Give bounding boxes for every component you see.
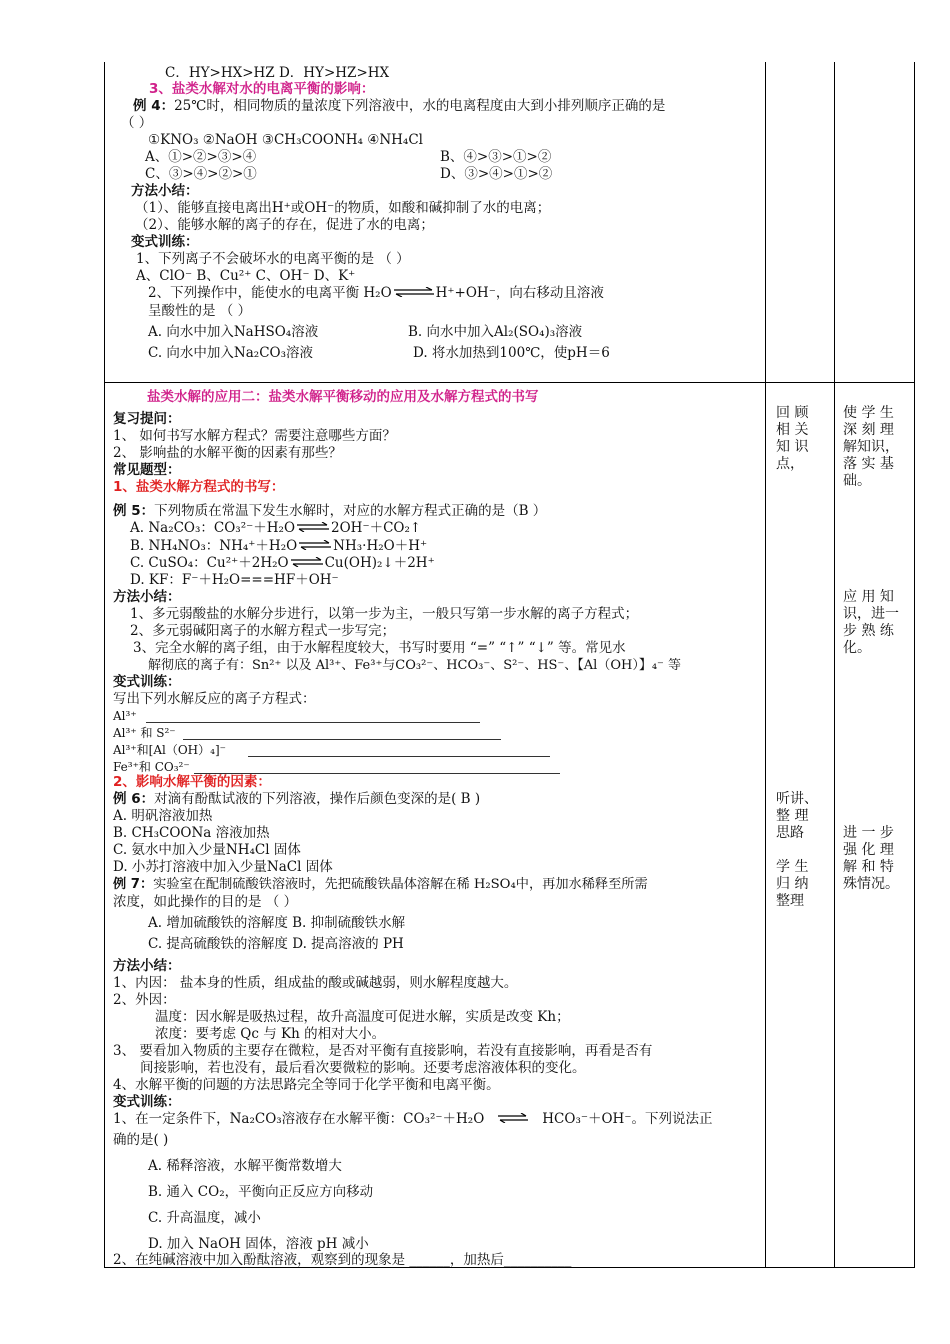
question-1 <box>113 1111 712 1128</box>
col4-line: 进 一 步 <box>843 825 894 841</box>
example-7-cont: 浓度，如此操作的目的是 （ ） <box>113 894 298 910</box>
question-1-text-b: HCO₃⁻＋OH⁻。下列说法正 <box>542 1111 713 1127</box>
col4-line: 化。 <box>843 640 871 656</box>
col3-line: 整理 <box>776 893 804 909</box>
table-border-col3 <box>834 62 835 1268</box>
col4-line: 础。 <box>843 473 871 489</box>
method-summary-1: （1）、能够直接电离出H⁺或OH⁻的物质，如酸和碱抑制了水的电离； <box>135 200 551 216</box>
section-heading-3: 3、盐类水解对水的电离平衡的影响： <box>149 81 375 97</box>
example-5-option-d: D. KF：F⁻＋H₂O===HF＋OH⁻ <box>130 572 339 588</box>
col3-line: 学 生 <box>776 859 809 875</box>
practice-2-cont: 呈酸性的是 （ ） <box>148 303 252 319</box>
factor-2-temp: 温度：因水解是吸热过程，故升高温度可促进水解，实质是改变 Kh； <box>155 1009 570 1025</box>
heading-2: 2、影响水解平衡的因素： <box>113 774 271 790</box>
method-summary-title-3: 方法小结： <box>113 958 181 974</box>
example-4-text: 25℃时，相同物质的量浓度下列溶液中，水的电离程度由大到小排列顺序正确的是 <box>174 98 666 114</box>
heading-1: 1、盐类水解方程式的书写： <box>113 479 285 495</box>
example-5-a-left: A. Na₂CO₃：CO₃²⁻＋H₂O <box>130 520 296 536</box>
method-summary-2: （2）、能够水解的离子的存在，促进了水的电离； <box>135 217 434 233</box>
write-item-3: Al³⁺和[Al（OH）₄]⁻ <box>113 743 226 757</box>
col4-line: 落 实 基 <box>843 456 894 472</box>
option-a: A、①>②>③>④ <box>145 149 257 165</box>
practice-2-text-a: 2、下列操作中，能使水的电离平衡 H₂O <box>148 285 392 301</box>
example-5-b-right: NH₃·H₂O＋H⁺ <box>333 538 428 554</box>
common-types-title: 常见题型： <box>113 462 181 478</box>
answer-line <box>248 756 550 757</box>
option-c: C、③>④>②>① <box>145 166 257 182</box>
answer-line <box>146 722 480 723</box>
equilibrium-arrow-icon <box>297 538 333 555</box>
rule-3-cont: 解彻底的离子有：Sn²⁺ 以及 Al³⁺、Fe³⁺与CO₃²⁻、HCO₃⁻、S²⁻、HS⁻、【Al（OH）】₄⁻ 等 <box>148 658 682 673</box>
practice-2 <box>148 285 604 302</box>
col4-line: 解知识， <box>843 439 899 455</box>
table-border-col2 <box>765 62 766 1268</box>
example-5-c-right: Cu(OH)₂↓＋2H⁺ <box>324 555 435 571</box>
col3-line: 归 纳 <box>776 876 809 892</box>
practice-title: 变式训练： <box>131 234 199 250</box>
table-border-right <box>914 62 915 1268</box>
example-4-label: 例 4： <box>133 98 175 114</box>
col4-line: 步 熟 练 <box>843 623 894 639</box>
example-6-text: 对滴有酚酞试液的下列溶液，操作后颜色变深的是( B ) <box>154 791 481 807</box>
section-title: 盐类水解的应用二：盐类水解平衡移动的应用及水解方程式的书写 <box>147 389 539 405</box>
example-6 <box>113 791 480 808</box>
example-5-option-c <box>130 555 435 572</box>
question-1-option-c: C. 升高温度，减小 <box>148 1210 261 1226</box>
option-d: D、③>④>①>② <box>440 166 553 182</box>
example-5-label: 例 5： <box>113 503 155 519</box>
factor-2: 2、外因： <box>113 992 176 1008</box>
factor-2-conc: 浓度：要考虑 Qc 与 Kh 的相对大小。 <box>155 1026 386 1042</box>
equilibrium-arrow-icon <box>484 1111 542 1128</box>
col3-line: 整 理 <box>776 808 809 824</box>
write-item-2: Al³⁺ 和 S²⁻ <box>113 726 176 740</box>
col3-line: 思路 <box>776 825 804 841</box>
col3-line: 点， <box>776 456 804 472</box>
method-summary-title: 方法小结： <box>131 183 199 199</box>
practice-title-2: 变式训练： <box>113 674 181 690</box>
example-6-option-a: A. 明矾溶液加热 <box>113 808 213 824</box>
practice-2-option-d: D. 将水加热到100℃，使pH＝6 <box>413 345 610 361</box>
col4-line: 殊情况。 <box>843 876 899 892</box>
col4-line: 识，进一 <box>843 606 899 622</box>
question-1-cont: 确的是( ) <box>113 1132 169 1148</box>
table-row-divider <box>104 382 915 383</box>
factor-3: 3、 要看加入物质的主要存在微粒，是否对平衡有直接影响，若没有直接影响，再看是否有 <box>113 1043 653 1059</box>
answer-line <box>183 739 501 740</box>
write-intro: 写出下列水解反应的离子方程式： <box>113 691 316 707</box>
factor-4: 4、水解平衡的问题的方法思路完全等同于化学平衡和电离平衡。 <box>113 1077 500 1093</box>
question-1-option-d: D. 加入 NaOH 固体，溶液 pH 减小 <box>148 1236 369 1252</box>
rule-2: 2、多元弱碱阳离子的水解方程式一步写完； <box>130 623 396 639</box>
example-7-label: 例 7： <box>113 877 154 892</box>
example-5-a-right: 2OH⁻＋CO₂↑ <box>331 520 422 536</box>
example-5-option-a <box>130 520 421 537</box>
question-1-option-b: B. 通入 CO₂，平衡向正反应方向移动 <box>148 1184 374 1200</box>
example-5-option-b <box>130 538 427 555</box>
table-border-left <box>104 62 105 1268</box>
example-6-option-c: C. 氨水中加入少量NH₄Cl 固体 <box>113 842 301 858</box>
write-item-4: Fe³⁺和 CO₃²⁻ <box>113 760 190 774</box>
col3-line: 知 识 <box>776 439 809 455</box>
practice-1-options: A、ClO⁻ B、Cu²⁺ C、OH⁻ D、K⁺ <box>136 268 356 284</box>
col3-line: 回 顾 <box>776 405 809 421</box>
practice-2-option-a: A. 向水中加入NaHSO₄溶液 <box>148 324 319 340</box>
practice-1: 1、下列离子不会破坏水的电离平衡的是 （ ） <box>136 251 410 267</box>
example-5 <box>113 503 546 520</box>
example-7 <box>113 876 648 893</box>
rule-1: 1、多元弱酸盐的水解分步进行，以第一步为主，一般只写第一步水解的离子方程式； <box>130 606 639 622</box>
practice-2-text-b: H⁺+OH⁻，向右移动且溶液 <box>435 285 604 301</box>
example-6-option-b: B. CH₃COONa 溶液加热 <box>113 825 270 841</box>
col3-line: 听讲、 <box>776 791 818 807</box>
practice-2-option-c: C. 向水中加入Na₂CO₃溶液 <box>148 345 314 361</box>
example-4-items: ①KNO₃ ②NaOH ③CH₃COONH₄ ④NH₄Cl <box>148 132 423 148</box>
example-7-options-cd: C. 提高硫酸铁的溶解度 D. 提高溶液的 PH <box>148 936 404 952</box>
col4-line: 使 学 生 <box>843 405 894 421</box>
option-b: B、④>③>①>② <box>440 149 552 165</box>
equilibrium-arrow-icon <box>289 555 325 572</box>
method-summary-title-2: 方法小结： <box>113 589 181 605</box>
example-5-b-left: B. NH₄NO₃：NH₄⁺＋H₂O <box>130 538 298 554</box>
example-5-text: 下列物质在常温下发生水解时，对应的水解方程式正确的是（B ） <box>154 503 547 519</box>
example-4 <box>133 98 665 115</box>
question-1-option-a: A. 稀释溶液，水解平衡常数增大 <box>148 1158 342 1174</box>
review-title: 复习提问： <box>113 411 181 427</box>
col4-line: 强 化 理 <box>843 842 894 858</box>
example-6-option-d: D. 小苏打溶液中加入少量NaCl 固体 <box>113 859 333 875</box>
col4-line: 深 刻 理 <box>843 422 894 438</box>
equilibrium-arrow-icon <box>295 520 331 537</box>
write-item-1: Al³⁺ <box>113 709 137 723</box>
example-7-options-ab: A. 增加硫酸铁的溶解度 B. 抑制硫酸铁水解 <box>148 915 406 931</box>
example-6-label: 例 6： <box>113 791 155 807</box>
col3-line: 相 关 <box>776 422 809 438</box>
example-4-paren: （ ） <box>121 115 153 131</box>
question-1-text-a: 1、在一定条件下，Na₂CO₃溶液存在水解平衡：CO₃²⁻＋H₂O <box>113 1111 485 1127</box>
review-q2: 2、 影响盐的水解平衡的因素有那些？ <box>113 445 342 461</box>
example-7-text: 实验室在配制硫酸铁溶液时，先把硫酸铁晶体溶解在稀 H₂SO₄中，再加水稀释至所需 <box>153 877 648 892</box>
review-q1: 1、 如何书写水解方程式？需要注意哪些方面？ <box>113 428 396 444</box>
rule-3: 3、完全水解的离子组，由于水解程度较大，书写时要用 “=” “↑” “↓” 等。常见水 <box>133 640 626 656</box>
practice-title-3: 变式训练： <box>113 1094 181 1110</box>
option-line-cd: C．HY>HX>HZ D．HY>HZ>HX <box>165 65 390 81</box>
col4-line: 应 用 知 <box>843 589 894 605</box>
factor-1: 1、内因： 盐本身的性质，组成盐的酸或碱越弱，则水解程度越大。 <box>113 975 518 991</box>
practice-2-option-b: B. 向水中加入Al₂(SO₄)₃溶液 <box>408 324 583 340</box>
factor-3-cont: 间接影响，若也没有，最后看次要微粒的影响。还要考虑溶液体积的变化。 <box>140 1060 586 1076</box>
example-5-c-left: C. CuSO₄：Cu²⁺＋2H₂O <box>130 555 289 571</box>
question-2: 2、在纯碱溶液中加入酚酞溶液，观察到的现象是 ______，加热后__________ <box>113 1252 572 1268</box>
equilibrium-arrow-icon <box>392 285 436 302</box>
col4-line: 解 和 特 <box>843 859 894 875</box>
